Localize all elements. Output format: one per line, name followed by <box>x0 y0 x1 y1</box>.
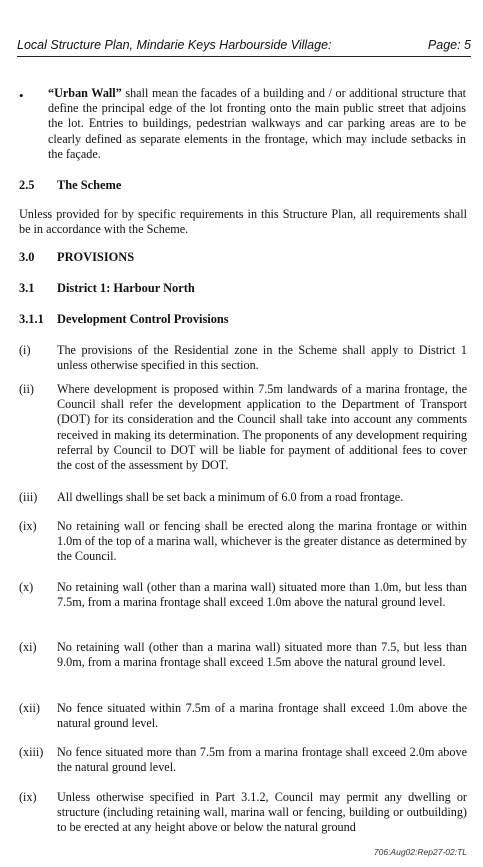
page-number: Page: 5 <box>427 38 471 52</box>
document-reference-footer: 706:Aug02:Rep27-02:TL <box>373 847 467 857</box>
section-3-0-number: 3.0 <box>19 250 35 264</box>
item-number: (xi) <box>19 640 37 654</box>
bullet-icon: • <box>19 88 24 103</box>
item-text: No retaining wall (other than a marina wall) situated more than 1.0m, but less than 7.5m, from a marina frontage shall exceed 1.0m above the natural ground level. <box>57 580 467 610</box>
urban-wall-definition <box>48 86 466 162</box>
item-number: (xii) <box>19 701 40 715</box>
section-2-5-title: The Scheme <box>57 178 122 192</box>
item-number: (x) <box>19 580 34 594</box>
item-text: No retaining wall or fencing shall be erected along the marina frontage or within 1.0m of the top of a marina wall, whichever is the greater distance as determined by the Council. <box>57 519 467 564</box>
section-3-0-title: PROVISIONS <box>57 250 135 264</box>
item-number: (iii) <box>19 490 38 504</box>
scheme-paragraph: Unless provided for by specific requirements in this Structure Plan, all requirements shall be in accordance with the Scheme. <box>19 207 467 237</box>
item-text: Where development is proposed within 7.5m landwards of a marina frontage, the Council shall refer the development application to the Department of Transport (DOT) for its consideration and the Council shall take into account any comments received in making its determination. The proponents of any development requiring referral by Council to DOT will be liable for payment of additional fees to cover the cost of the assessment by DOT. <box>57 382 467 473</box>
section-3-1-title: District 1: Harbour North <box>57 281 195 295</box>
urban-wall-text: shall mean the facades of a building and / or additional structure that define the principal edge of the lot fronting onto the main public street that adjoins the lot. Entries to buildings, pedestrian walkways and car parking areas are to be clearly defined as separate elements in the frontage, which may include setbacks in the façade. <box>48 86 466 161</box>
section-3-1-number: 3.1 <box>19 281 35 295</box>
item-text: No fence situated within 7.5m of a marina frontage shall exceed 1.0m above the natural ground level. <box>57 701 467 731</box>
item-number: (i) <box>19 343 31 357</box>
section-3-1-1-number: 3.1.1 <box>19 312 44 326</box>
urban-wall-term: “Urban Wall” <box>48 86 122 100</box>
item-text: No retaining wall (other than a marina wall) situated more than 7.5, but less than 9.0m, from a marina frontage shall exceed 1.5m above the natural ground level. <box>57 640 467 670</box>
item-text: All dwellings shall be set back a minimum of 6.0 from a road frontage. <box>57 490 404 504</box>
item-number: (xiii) <box>19 745 44 759</box>
item-number: (ix) <box>19 790 37 804</box>
section-3-1-1-title: Development Control Provisions <box>57 312 229 326</box>
item-number: (ii) <box>19 382 34 396</box>
item-text: No fence situated more than 7.5m from a marina frontage shall exceed 2.0m above the natural ground level. <box>57 745 467 775</box>
item-text: Unless otherwise specified in Part 3.1.2, Council may permit any dwelling or structure (including retaining wall, marina wall or fencing, building or outbuilding) to be erected at any height above or below the natural ground <box>57 790 467 835</box>
item-number: (ix) <box>19 519 37 533</box>
section-2-5-number: 2.5 <box>19 178 35 192</box>
page-header <box>17 36 471 57</box>
document-title: Local Structure Plan, Mindarie Keys Harbourside Village: <box>17 38 332 52</box>
item-text: The provisions of the Residential zone in the Scheme shall apply to District 1 unless otherwise specified in this section. <box>57 343 467 373</box>
